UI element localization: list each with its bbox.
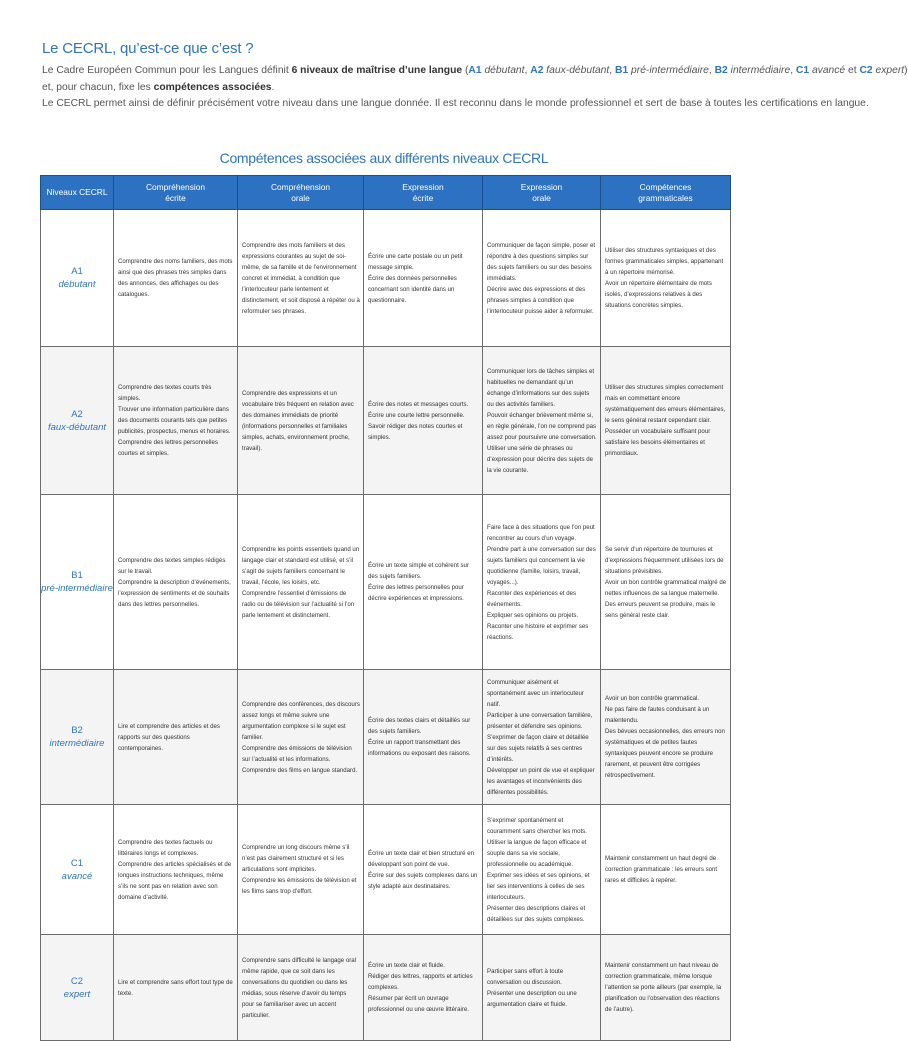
table-body [41,210,731,1041]
cell-text: Participer sans effort à toute conversation ou discussion. Présenter une description ou une argumentation claire et fluide. [487,967,577,1008]
cell-ce [114,210,238,347]
cell-text: Communiquer aisément et spontanément avec un interlocuteur natif. Participer à une conversation familière, présenter et défendre ses opinions. S’exprimer de façon claire et détaillée sur des sujets relatifs à ses centres d’intérêts. Développer un point de vue et expliquer les avantages et inconvénients des différentes possibilités. [487,678,595,796]
cell-text: S’exprimer spontanément et couramment sans chercher les mots. Utiliser la langue de façon efficace et souple dans sa vie sociale, professionnelle ou académique. Exprimer ses idées et ses opinions, et lier ses interventions à celles de ses interlocuteurs. Présenter des descriptions claires et détaillées sur des sujets complexes. [487,816,590,923]
cell-text: Se servir d’un répertoire de tournures et d’expressions fréquemment utilisées lors de situations prévisibles. Avoir un bon contrôle grammatical malgré de nettes influences de sa langue maternelle. Des erreurs peuvent se produire, mais le sens général reste clair. [605,545,727,619]
cell-text: Maintenir constamment un haut degré de correction grammaticale : les erreurs sont rares et difficiles à repérer. [605,855,718,884]
cell-ee [364,805,483,935]
level-code: B1 [71,570,83,581]
cell-eo [483,805,601,935]
level-code: C2 [70,975,84,987]
intro-level-name: débutant [481,65,525,76]
intro-line-1-bold: 6 niveaux de maîtrise d’une langue [291,65,463,76]
intro-level-separator: et [845,65,860,76]
level-code: C1 [70,857,84,869]
intro-level-separator: , [609,65,616,76]
cell-text: Comprendre les points essentiels quand un langage clair et standard est utilisé, et s’il s’agit de sujets familiers concernant le travail, l’école, les loisirs, etc. Comprendre l’essentiel d’émissions de radio ou de télévision sur l’actualité si l’on parle lentement et distinctement. [242,545,360,619]
cell-text: Maintenir constamment un haut niveau de correction grammaticale, même lorsque l’attention se porte ailleurs (par exemple, la planification ou l’observation des réactions de l’autre). [605,962,722,1013]
cell-text: Écrire des textes clairs et détaillés sur des sujets familiers. Écrire un rapport transmettant des informations ou exposant des raisons. [368,717,471,757]
column-header: Expression orale [483,176,601,210]
cell-text: Faire face à des situations que l’on peut rencontrer au cours d’un voyage. Prendre part à une conversation sur des sujets familiers qui concernent la vie quotidienne (famille, loisirs, travail, voyages...). Raconter des expériences et des événements. Expliquer ses opinions ou projets. Raconter une histoire et exprimer ses réactions. [487,523,596,641]
level-code: A2 [71,408,83,420]
level-label: faux-débutant [47,421,107,433]
cell-text: Utiliser des structures simples correctement mais en commettant encore systématiquement des erreurs élémentaires, le sens général restant cependant clair. Posséder un vocabulaire suffisant pour satisfaire les besoins élémentaires et primordiaux. [605,384,726,457]
intro-level-separator: ) [904,65,908,76]
intro-line-2-bold: compétences associées [153,81,272,93]
cell-text: Comprendre sans difficulté le langage oral même rapide, que ce soit dans les conversations du quotidien ou dans les médias, sous réserve d’avoir du temps pour se familiariser avec un accent particulier. [242,956,357,1019]
cell-text: Comprendre des conférences, des discours assez longs et même suivre une argumentation complexe si le sujet est familier. Comprendre des émissions de télévision sur l’actualité et les informations. Comprendre des films en langue standard. [242,700,360,774]
cell-ce [114,347,238,495]
intro-level-list [468,65,907,76]
level-label: débutant [58,279,96,290]
cell-ee [364,495,483,670]
level-code: A1 [71,266,83,277]
cell-ce [114,935,238,1041]
table-header-row [41,176,731,210]
level-label: intermédiaire [49,738,105,749]
cell-co [238,210,364,347]
cell-eo [483,935,601,1041]
table-title: Compétences associées aux différents niveaux CECRL [219,150,549,166]
intro-level-separator: , [790,65,796,76]
level-cell [41,670,114,805]
cell-text: Avoir un bon contrôle grammatical. Ne pas faire de fautes conduisant à un malentendu. Des bévues occasionnelles, des erreurs non systématiques et de petites fautes syntaxiques peuvent encore se produire rarement, et peuvent être corrigées rétrospectivement. [605,695,725,779]
table-row [41,805,731,935]
cell-text: Comprendre des textes courts très simples. Trouver une information particulière dans des documents courants tels que petites publicités, prospectus, menus et horaires. Comprendre des lettres personnelles courtes et simples. [118,384,231,457]
level-cell [41,935,114,1041]
intro-level-code: C1 [795,65,810,76]
intro-line-2 [42,80,742,97]
column-header: Compétences grammaticales [601,176,731,210]
level-cell [41,210,114,347]
intro-level-name: expert [872,65,905,76]
intro-line-3: Le CECRL permet ainsi de définir précisément votre niveau dans une langue donnée. Il est reconnu dans le monde professionnel et sert de base à toutes les certifications en langue. [42,98,869,109]
table-row [41,495,731,670]
table-row [41,347,731,495]
cell-ee [364,935,483,1041]
cell-text: Lire et comprendre des articles et des rapports sur des questions contemporaines. [118,722,220,752]
intro-line-1-prefix: Le Cadre Européen Commun pour les Langues définit [42,65,292,76]
intro-level-code: B1 [615,65,629,76]
cell-co [238,495,364,670]
cell-eo [483,495,601,670]
level-cell [41,495,114,670]
level-cell [41,347,114,495]
intro-level-name: faux-débutant [543,65,610,76]
cell-gr [601,805,731,935]
intro-line-1 [42,63,908,80]
cell-text: Écrire un texte simple et cohérent sur des sujets familiers. Écrire des lettres personnelles pour décrire expériences et impressions. [368,562,469,602]
level-cell [41,805,114,935]
cell-co [238,935,364,1041]
level-label: avancé [61,870,93,882]
cell-text: Comprendre des mots familiers et des expressions courantes au sujet de soi-même, de sa famille et de l’environnement concret et immédiat, à condition que l’interlocuteur parle lentement et distinctement, et soit disposé à répéter ou à reformuler ses phrases. [242,241,360,315]
column-header: Compréhension écrite [114,176,238,210]
cell-gr [601,495,731,670]
cell-co [238,670,364,805]
table-row [41,210,731,347]
cell-text: Communiquer de façon simple, poser et répondre à des questions simples sur des sujets familiers ou sur des besoins immédiats. Décrire avec des expressions et des phrases simples à condition que l’interlocuteur puisse aider à reformuler. [487,241,596,315]
cell-ce [114,495,238,670]
level-label: expert [63,988,91,1000]
intro-section [42,40,908,113]
cell-gr [601,935,731,1041]
intro-level-separator: , [708,65,715,76]
level-code: B2 [71,725,83,736]
table-row [41,935,731,1041]
cell-text: Lire et comprendre sans effort tout type de texte. [118,978,233,997]
cell-gr [601,347,731,495]
cell-text: Communiquer lors de tâches simples et habituelles ne demandant qu’un échange d’informations sur des sujets ou des activités familiers. Pouvoir échanger brièvement même si, en règle générale, l’on ne comprend pas assez pour poursuivre une conversation. Utiliser une série de phrases ou d’expression pour décrire des sujets de la vie courante. [487,367,597,474]
cell-text: Écrire un texte clair et fluide. Rédiger des lettres, rapports et articles complexes. Résumer par écrit un ouvrage professionnel ou une œuvre littéraire. [368,962,473,1013]
cell-co [238,805,364,935]
cell-ce [114,805,238,935]
cell-ce [114,670,238,805]
intro-level-name: pré-intermédiaire [628,65,709,76]
cell-text: Comprendre un long discours même s’il n’est pas clairement structuré et si les articulations sont implicites. Comprendre les émissions de télévision et les films sans trop d’effort. [242,844,357,895]
column-header: Niveaux CECRL [41,176,114,210]
intro-level-separator: , [524,65,531,76]
cell-text: Comprendre des textes factuels ou littéraires longs et complexes. Comprendre des articles spécialisés et de longues instructions techniques, même s’ils ne sont pas en relation avec son domaine d’activité. [118,838,232,901]
cell-eo [483,670,601,805]
cell-gr [601,210,731,347]
intro-level-code: A2 [530,65,544,76]
intro-title: Le CECRL, qu’est-ce que c’est ? [42,40,254,57]
cell-text: Comprendre des noms familiers, des mots ainsi que des phrases très simples dans des annonces, des affichages ou des catalogues. [118,258,233,298]
cell-eo [483,347,601,495]
table-row [41,670,731,805]
level-label: pré-intermédiaire [41,583,113,594]
cell-gr [601,670,731,805]
intro-line-1-open: ( [462,65,469,76]
cell-text: Écrire un texte clair et bien structuré en développant son point de vue. Écrire sur des sujets complexes dans un style adapté aux destinataires. [368,849,478,890]
intro-level-code: A1 [468,65,482,76]
cell-eo [483,210,601,347]
cell-co [238,347,364,495]
intro-level-code: B2 [714,65,728,76]
cell-text: Utiliser des structures syntaxiques et des formes grammaticales simples, appartenant à un répertoire mémorisé. Avoir un répertoire élémentaire de mots isolés, d’expressions relatives à des situations concrètes simples. [605,247,724,309]
intro-level-name: intermédiaire [727,65,791,76]
intro-line-2-suffix: . [271,81,275,93]
intro-level-code: C2 [859,65,873,76]
cell-text: Comprendre des textes simples rédigés sur le travail. Comprendre la description d’événements, l’expression de sentiments et de souhaits dans des lettres personnelles. [118,556,231,608]
cell-ee [364,670,483,805]
cell-text: Écrire des notes et messages courts. Écrire une courte lettre personnelle. Savoir rédiger des notes courtes et simples. [368,400,469,441]
column-header: Compréhension orale [238,176,364,210]
cecrl-table [40,175,731,1041]
cell-ee [364,210,483,347]
column-header: Expression écrite [364,176,483,210]
intro-level-name: avancé [809,65,846,76]
cell-ee [364,347,483,495]
cell-text: Comprendre des expressions et un vocabulaire très fréquent en relation avec des domaines immédiats de priorité (informations personnelles et familiales simples, achats, environnement proche, travail). [242,389,354,452]
intro-line-2-prefix: et, pour chacun, fixe les [42,81,154,93]
cell-text: Écrire une carte postale ou un petit message simple. Écrire des données personnelles concernant son identité dans un questionnaire. [368,252,463,304]
